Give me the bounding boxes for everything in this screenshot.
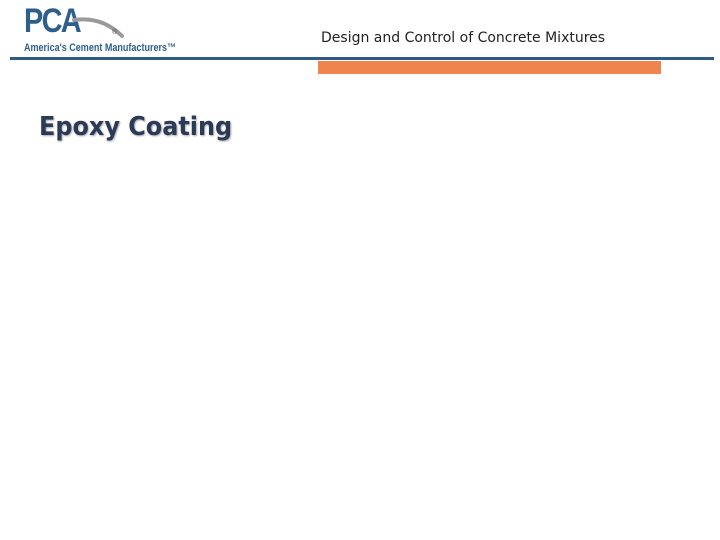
logo-swoosh-icon (72, 14, 132, 42)
logo-tagline: America's Cement Manufacturers™ (24, 42, 177, 54)
pca-logo (20, 4, 210, 58)
header-title: Design and Control of Concrete Mixtures (321, 30, 606, 46)
logo-wordmark: PCA (24, 2, 80, 40)
header-divider (10, 57, 714, 60)
logo-registered-mark: ® (112, 29, 118, 36)
header-accent-bar (318, 61, 661, 74)
slide-title: Epoxy Coating (39, 112, 233, 142)
